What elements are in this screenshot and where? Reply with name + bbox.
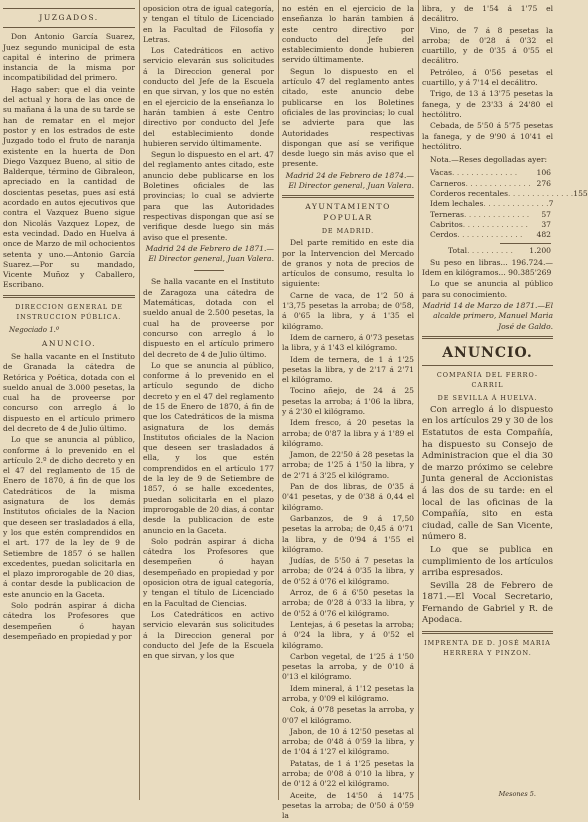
section-heading-juzgados: JUZGADOS. (39, 13, 99, 22)
paragraph: Lo que se anuncia al público para su conocimiento. (422, 279, 553, 299)
price-line: Pan de dos libras, de 0'35 á 0'41 pesetas, y de 0'38 á 0,44 el kilógramo. (282, 482, 414, 512)
paragraph: Los Catedráticos en activo servicio elevarán sus solicitudes á la Direccion general por conducto del Jefe de la Escuela en que sirvan, y los que (143, 609, 274, 661)
folio-note: Mesones 5. (498, 790, 536, 798)
company-heading: COMPAÑÍA DEL FERRO-CARRIL (436, 370, 539, 390)
price-line: Arroz, de 6 á 6'50 pesetas la arroba; de 0'28 á 0'33 la libra, y de 0'52 á 0'76 el kilógramo. (282, 588, 414, 618)
price-line: Jabon, de 10 á 12'50 pesetas al arroba; de 0'48 á 0'59 la libra, y de 1'04 á 1'27 el kilógramo. (282, 726, 414, 757)
paragraph: Don Antonio García Suarez, Juez segundo municipal de esta capital é interino de primera instancia de la misma por incompatibilidad del primero. (3, 32, 135, 83)
price-line: libra, y de 1'54 á 1'75 el decálitro. (422, 4, 553, 24)
divider (422, 365, 553, 366)
section-subheading: DE MADRID. (321, 226, 375, 235)
paragraph: Los Catedráticos en activo servicio elevarán sus solicitudes á la Direccion general por conducto del Jefe de la Escuela en que sirvan, y los que no estén en el ejercicio de la enseñanza lo harán tambien á este Centro directivo por conducto del Jefe del establecimiento donde hubieren servido últimamente. (143, 46, 274, 148)
paragraph: Segun lo dispuesto en el artículo 47 del reglamento antes citado, este anuncio debe publicarse en los Boletines oficiales de las provincias; lo cual se advierte para que las Autoridades respectivas dispongan que así se verifique desde luego sin más aviso que el presente. (282, 66, 414, 169)
paragraph: no estén en el ejercicio de la enseñanza lo harán tambien á este centro directivo por conducto del Jefe del establecimiento donde hubieren servido últimamente. (282, 4, 414, 65)
price-line: Idem de ternera, de 1 á 1'25 pesetas la libra, y de 2'17 á 2'71 el kilógramo. (282, 354, 414, 385)
price-line: Carne de vaca, de 1'2 50 á 1'3,75 pesetas la arroba; de 0'58, á 0'65 la libra, y á 1'35 el kilógramo. (282, 290, 414, 331)
price-line: Jamon, de 22'50 á 28 pesetas la arroba; de 1'25 á 1'50 la libra, y de 2'71 á 3'25 el kilógramo. (282, 450, 414, 480)
divider (3, 8, 135, 9)
paragraph: Solo podrán aspirar á dicha cátedra los Profesores que desempeñen ó hayan desempeñado en propiedad y por oposicion otra de igual categoría, y tengan el título de Licenciado en la Facultad de Ciencias. (143, 536, 274, 608)
price-line: Idem de carnero, á 0'73 pesetas la libra, y á 1'43 el kilógramo. (282, 332, 414, 353)
paragraph: Con arreglo á lo dispuesto en los artículos 29 y 30 de los Estatutos de esta Compañía, ha dispuesto su Consejo de Administracion que el dia 30 de marzo próximo se celebre Junta general de Accionistas á las dos de su tarde: en el local de las oficinas de la Compañía, sito en esta ciudad, calle de San Vicente, número 8. (422, 404, 553, 543)
price-line: Cok, á 0'78 pesetas la arroba, y 0'07 el kilógramo. (282, 705, 414, 725)
price-line: Vino, de 7 á 8 pesetas la arroba; de 0'28 á 0'32 el cuartillo, y de 0'35 á 0'55 el decálitro. (422, 25, 553, 66)
double-divider (3, 295, 135, 298)
column-1 (0, 0, 138, 800)
paragraph: Segun lo dispuesto en el art. 47 del reglamento antes citado, este anuncio debe publicarse en los Boletines oficiales de las provincias; lo cual se advierte para que las Autoridades respectivas dispongan que así se verifique desde luego sin más aviso que el presente. (143, 150, 274, 242)
nota-label: Nota.—Reses degolladas ayer: (430, 155, 548, 165)
price-line: Aceite, de 14'50 á 14'75 pesetas la arroba; de 0'50 á 0'59 la (282, 790, 414, 821)
short-divider (194, 270, 224, 271)
reses-row: Carneros . . . . . . . . . . . . . . 276 (430, 178, 551, 188)
negociado-label: Negociado 1.º (9, 326, 60, 335)
paragraph: Su peso en libras... 196.724.— Idem en kilógramos... 90.385'269 (422, 257, 553, 278)
signature-line: Madrid 24 de Febrero de 1874.—El Director general, Juan Valera. (285, 170, 414, 191)
price-line: Carbon vegetal, de 1'25 á 1'50 pesetas la arroba, y de 0'10 á 0'13 el kilógramo. (282, 651, 414, 682)
paragraph: oposicion otra de igual categoría, y tengan el título de Licenciado en la Facultad de Filosofía y Letras. (143, 4, 274, 44)
section-heading-ayuntamiento: AYUNTAMIENTO POPULAR (305, 202, 391, 222)
reses-total-row: Total . . . . . . . . . . 1.200 (448, 245, 551, 255)
imprenta-line: IMPRENTA DE D. JOSÉ MARIA HERRERA Y PINZON. (424, 639, 551, 658)
reses-table (424, 168, 588, 255)
price-line: Petróleo, á 0'56 pesetas el cuartillo, y á 7'14 el decálitro. (422, 67, 553, 88)
reses-row: Terneras . . . . . . . . . . . . . . 57 (430, 209, 551, 219)
price-line: Trigo, de 13 á 13'75 pesetas la fanega, y de 23'33 á 24'80 el hectólitro. (422, 89, 553, 119)
anuncio-heading: ANUNCIO. (41, 338, 97, 348)
price-line: Lentejas, á 6 pesetas la arroba; á 0'24 la libra, y á 0'52 el kilógramo. (282, 619, 414, 650)
paragraph: Hago saber: que el dia veinte del actual y hora de las once de su mañana á la una de su tarde se han de rematar en el mejor postor y en los estrados de este Juzgado todo el fruto de naranja existente en la huerta de Don Diego Vazquez Bueno, al sitio de Balderque, término de Gibraleon, apreciado en la cantidad de doscientas pesetas, pues así está acordado en autos ejecutivos que contra el Vazquez Bueno sigue don Nicolás Vazquez Lopez, de esta vecindad. Dado en Huelva á once de Marzo de mil ochocientos setenta y uno.—Antonio García Suarez.—Por su mandado, Vicente Muñoz y Caballero, Escribano. (3, 84, 135, 290)
price-line: Idem mineral, á 1'12 pesetas la arroba, y 0'09 el kilógramo. (282, 683, 414, 703)
paragraph: Solo podrán aspirar á dicha cátedra los Profesores que desempeñen ó hayan desempeñado en propiedad y por (3, 601, 135, 641)
signature-line: Madrid 14 de Marzo de 1871.—El alcalde primero, Manuel Maria José de Galdo. (422, 301, 553, 331)
price-line: Judías, de 5'50 á 7 pesetas la arroba; de 0'24 á 0'35 la libra, y de 0'52 á 0'76 el kilógramo. (282, 556, 414, 586)
paragraph: Lo que se anuncia al público, conforme á lo prevenido en el artículo 2.º de dicho decreto y en el 47 del reglamento de 15 de Enero de 1870, á fin de que los Catedráticos de la misma asignatura de los demás Institutos oficiales de la Nacion que deseen ser trasladados á ella, y los que estén comprendidos en el art. 177 de la ley de 9 de Setiembre de 1857 ó se hallen excedentes, puedan solicitarla en el plazo improrogable de 20 dias, á contar desde la publicacion de este anuncio en la Gaceta. (3, 435, 135, 599)
sum-rule (500, 243, 551, 244)
reses-row: Cerdos . . . . . . . . . . . . . . 482 (430, 230, 551, 240)
column-4 (419, 0, 588, 800)
reses-row: Idem lechales . . . . . . . . . . . . . . 7 (430, 199, 554, 209)
company-subheading: DE SEVILLA Á HUELVA. (437, 393, 538, 402)
anuncio-heading: ANUNCIO. (442, 344, 533, 361)
price-line: Cebada, de 5'50 á 5'75 pesetas la fanega, y de 9'90 á 10'41 el hectólitro. (422, 121, 553, 151)
signature-paragraph: Sevilla 28 de Febrero de 1871.—El Vocal Secretario, Fernando de Gabriel y R. de Apodaca. (422, 580, 553, 626)
reses-row: Cabritos . . . . . . . . . . . . . . 37 (430, 219, 551, 229)
double-divider (422, 631, 553, 634)
price-line: Garbanzos, de 9 á 17,50 pesetas la arroba; de 0,45 á 0'71 la libra, y de 0'94 á 1'55 el kilógramo. (282, 513, 414, 554)
paragraph: Lo que se publica en cumplimiento de los artículos arriba espresados. (422, 544, 553, 579)
section-heading-direccion: DIRECCION GENERAL DE INSTRUCCION PÚBLICA. (15, 302, 123, 322)
column-3 (279, 0, 417, 821)
divider (3, 27, 135, 28)
paragraph: Se halla vacante en el Instituto de Granada la cátedra de Retórica y Poética, dotada con el sueldo anual de 3.000 pesetas, la cual ha de proveerse por concurso con arreglo á lo dispuesto en el artículo primero del decreto de 4 de Julio último. (3, 351, 135, 433)
price-line: Tocino añejo, de 24 á 25 pesetas la arroba; á 1'06 la libra, y á 2'30 el kilógramo. (282, 386, 414, 416)
reses-row: Vacas . . . . . . . . . . . . . . 106 (430, 168, 551, 178)
paragraph: Lo que se anuncia al público, conforme á lo prevenido en el artículo segundo de dicho decreto y en el 47 del reglamento de 15 de Enero de 1870, á fin de que los Catedráticos de la misma asignatura de los demás Institutos oficiales de la Nacion que deseen ser trasladados á ella, y los que estén comprendidos en el artículo 177 de la ley de 9 de Setiembre de 1857, ó se halle excedentes, puedan solicitarla en el plazo improrogable de 20 dias, á contar desde la publicacion de este anuncio en la Gaceta. (143, 360, 274, 535)
paragraph: Se halla vacante en el Instituto de Zaragoza una cátedra de Matemáticas, dotada con el sueldo anual de 2.500 pesetas, la cual ha de proveerse por concurso con arreglo á lo dispuesto en el artículo primero del decreto de 4 de Julio último. (143, 277, 274, 359)
paragraph: Del parte remitido en este dia por la Intervencion del Mercado de granos y nota de precios de artículos de consumo, resulta lo siguiente: (282, 238, 414, 289)
price-line: Patatas, de 1 á 1'25 pesetas la arroba; de 0'08 á 0'10 la libra, y de 0'12 á 0'22 el kilógramo. (282, 758, 414, 789)
double-divider (282, 195, 414, 198)
double-divider (422, 336, 553, 339)
price-line: Idem fresco, á 20 pesetas la arroba; de 0'87 la libra y á 1'89 el kilógramo. (282, 418, 414, 448)
column-2 (140, 0, 277, 800)
reses-row: Corderos recentales . . . . . . . . . . . . . . 155 (430, 189, 588, 199)
signature-line: Madrid 24 de Febrero de 1871.—El Director general, Juan Valera. (145, 243, 274, 264)
